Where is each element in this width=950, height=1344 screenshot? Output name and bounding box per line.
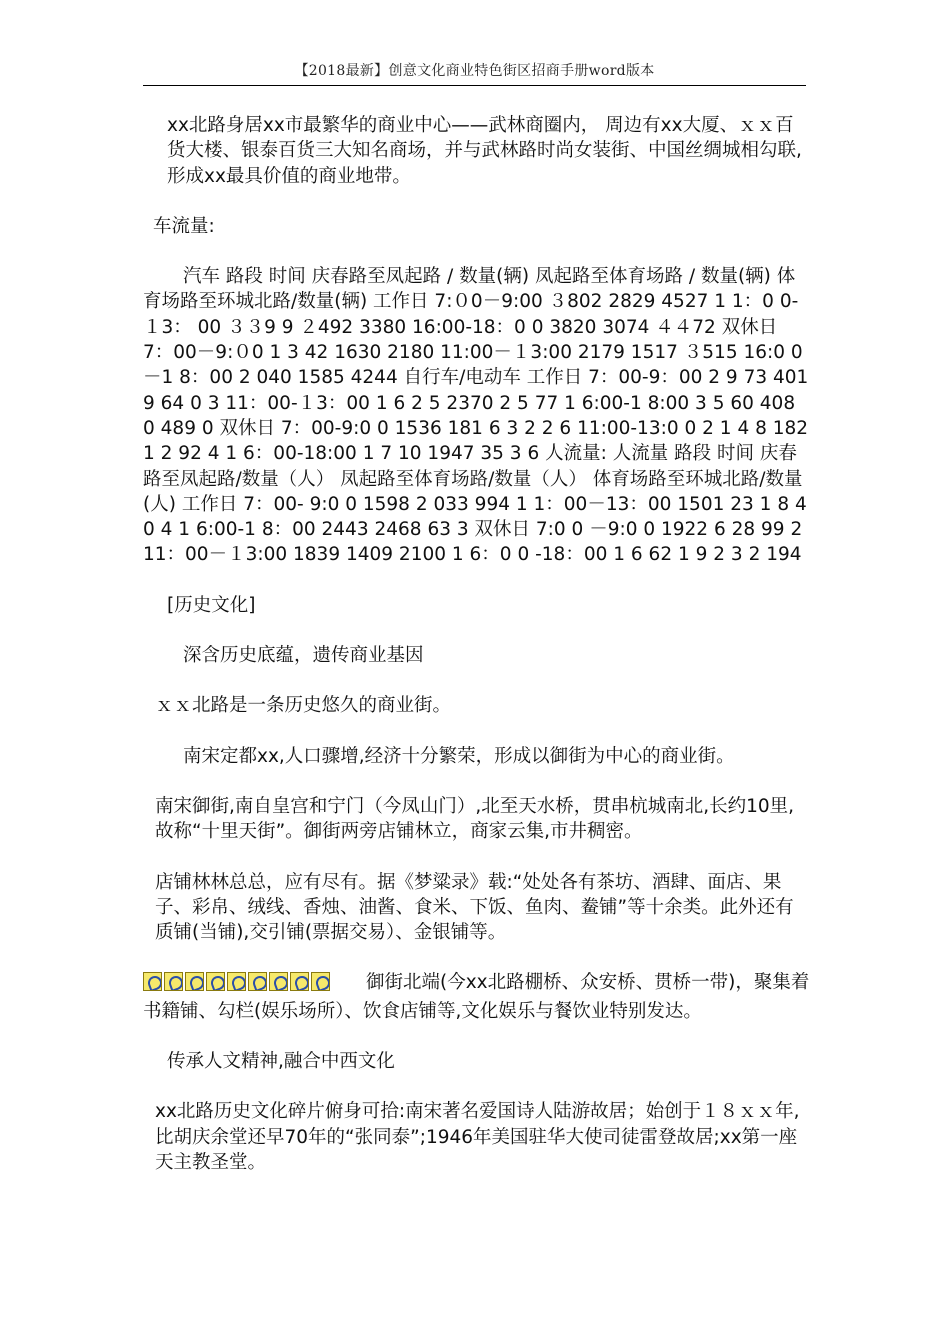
ornament-bullet-icon [248, 972, 267, 991]
ornament-bullet-icon [206, 972, 225, 991]
ornament-bullet-icon [290, 972, 309, 991]
ornament-row [143, 972, 332, 998]
paragraph-historic-sites: xx北路历史文化碎片俯身可拾:南宋著名爱国诗人陆游故居；始创于１８ｘｘ年,比胡庆余堂还早70年的“张同泰”;1946年美国驻华大使司徒雷登故居;xx第一座天主教圣堂。 [155, 1101, 800, 1173]
section-heading-history: [历史文化] [167, 594, 256, 616]
paragraph-traffic-heading: 车流量: [153, 215, 215, 237]
ornament-bullet-icon [143, 972, 162, 991]
paragraph-traffic-data [143, 264, 811, 568]
ornament-bullet-icon [164, 972, 183, 991]
paragraph-intro: xx北路身居xx市最繁华的商业中心——武林商圈内， 周边有xx大厦、ｘｘ百货大楼、银泰百货三大知名商场，并与武林路时尚女装街、中国丝绸城相勾联,形成xx最具价值的商业地带。 [167, 115, 802, 187]
subheading-culture-fusion: 传承人文精神,融合中西文化 [167, 1051, 395, 1073]
ornament-bullet-icon [311, 972, 330, 991]
document-body [143, 113, 811, 1175]
traffic-data-text: 汽车 路段 时间 庆春路至凤起路 / 数量(辆) 凤起路至体育场路 / 数量(辆) 体育场路至环城北路/数量(辆) 工作日 7:０0－9:00 ３802 2829 4527 1 1：0 0-１3： 00 ３３9 9 ２492 3380 16:00-18：0 0 3820 3074 ４４72 双休日 7：00－9:０0 1 3 42 1630 2180 11:00－１3:00 2179 1517 ３515 16:0 0 －1 8：00 2 040 1585 4244 自行车/电动车 工作日 7：00-9：00 2 9 73 4019 64 0 3 11：00-１3：00 1 6 2 5 2370 2 5 77 1 6:00-1 8:00 3 5 60 408 0 489 0 双休日 7：00-9:0 0 1536 181 6 3 2 2 6 11:00-13:0 0 2 1 4 8 1821 2 92 4 1 6：00-18:00 1 7 10 1947 35 3 6 人流量: 人流量 路段 时间 庆春路至凤起路/数量（人） 凤起路至体育场路/数量（人） 体育场路至环城北路/数量(人) 工作日 7：00- 9:0 0 1598 2 033 994 1 1：00－13：00 1501 23 1 8 4 0 4 1 6:00-1 8：00 2443 2468 63 3 双休日 7:0 0 －9:0 0 1922 6 28 99 2 11：00－１3:00 1839 1409 2100 1 6：0 0 -18：00 1 6 62 1 9 2 3 2 194 [143, 266, 809, 566]
north-end-text: 御街北端(今xx北路棚桥、众安桥、贯桥一带)，聚集着书籍铺、勾栏(娱乐场所）、饮食店铺等,文化娱乐与餐饮业特别发达。 [143, 972, 810, 1022]
paragraph-shops: 店铺林林总总，应有尽有。据《梦粱录》载:“处处各有茶坊、酒肆、面店、果子、彩帛、绒线、香烛、油酱、食米、下饭、鱼肉、鲞铺”等十余类。此外还有质铺(当铺),交引铺(票据交易）、金银铺等。 [155, 871, 794, 944]
subheading-history-heritage: 深含历史底蕴，遗传商业基因 [183, 645, 424, 667]
paragraph-imperial-street: 南宋御街,南自皇宫和宁门（今凤山门）,北至天水桥，贯串杭城南北,长约10里,故称“十里天街”。御街两旁店铺林立，商家云集,市井稠密。 [155, 795, 795, 843]
ornament-bullet-icon [185, 972, 204, 991]
ornament-bullet-icon [269, 972, 288, 991]
paragraph-southern-song: 南宋定都xx,人口骤增,经济十分繁荣，形成以御街为中心的商业街。 [183, 745, 735, 767]
header-divider [143, 85, 806, 86]
paragraph-history-street: ｘｘ北路是一条历史悠久的商业街。 [155, 695, 452, 717]
page-header-title: 【2018最新】创意文化商业特色街区招商手册word版本 [294, 63, 655, 79]
paragraph-north-end [143, 970, 811, 1024]
ornament-bullet-icon [227, 972, 246, 991]
